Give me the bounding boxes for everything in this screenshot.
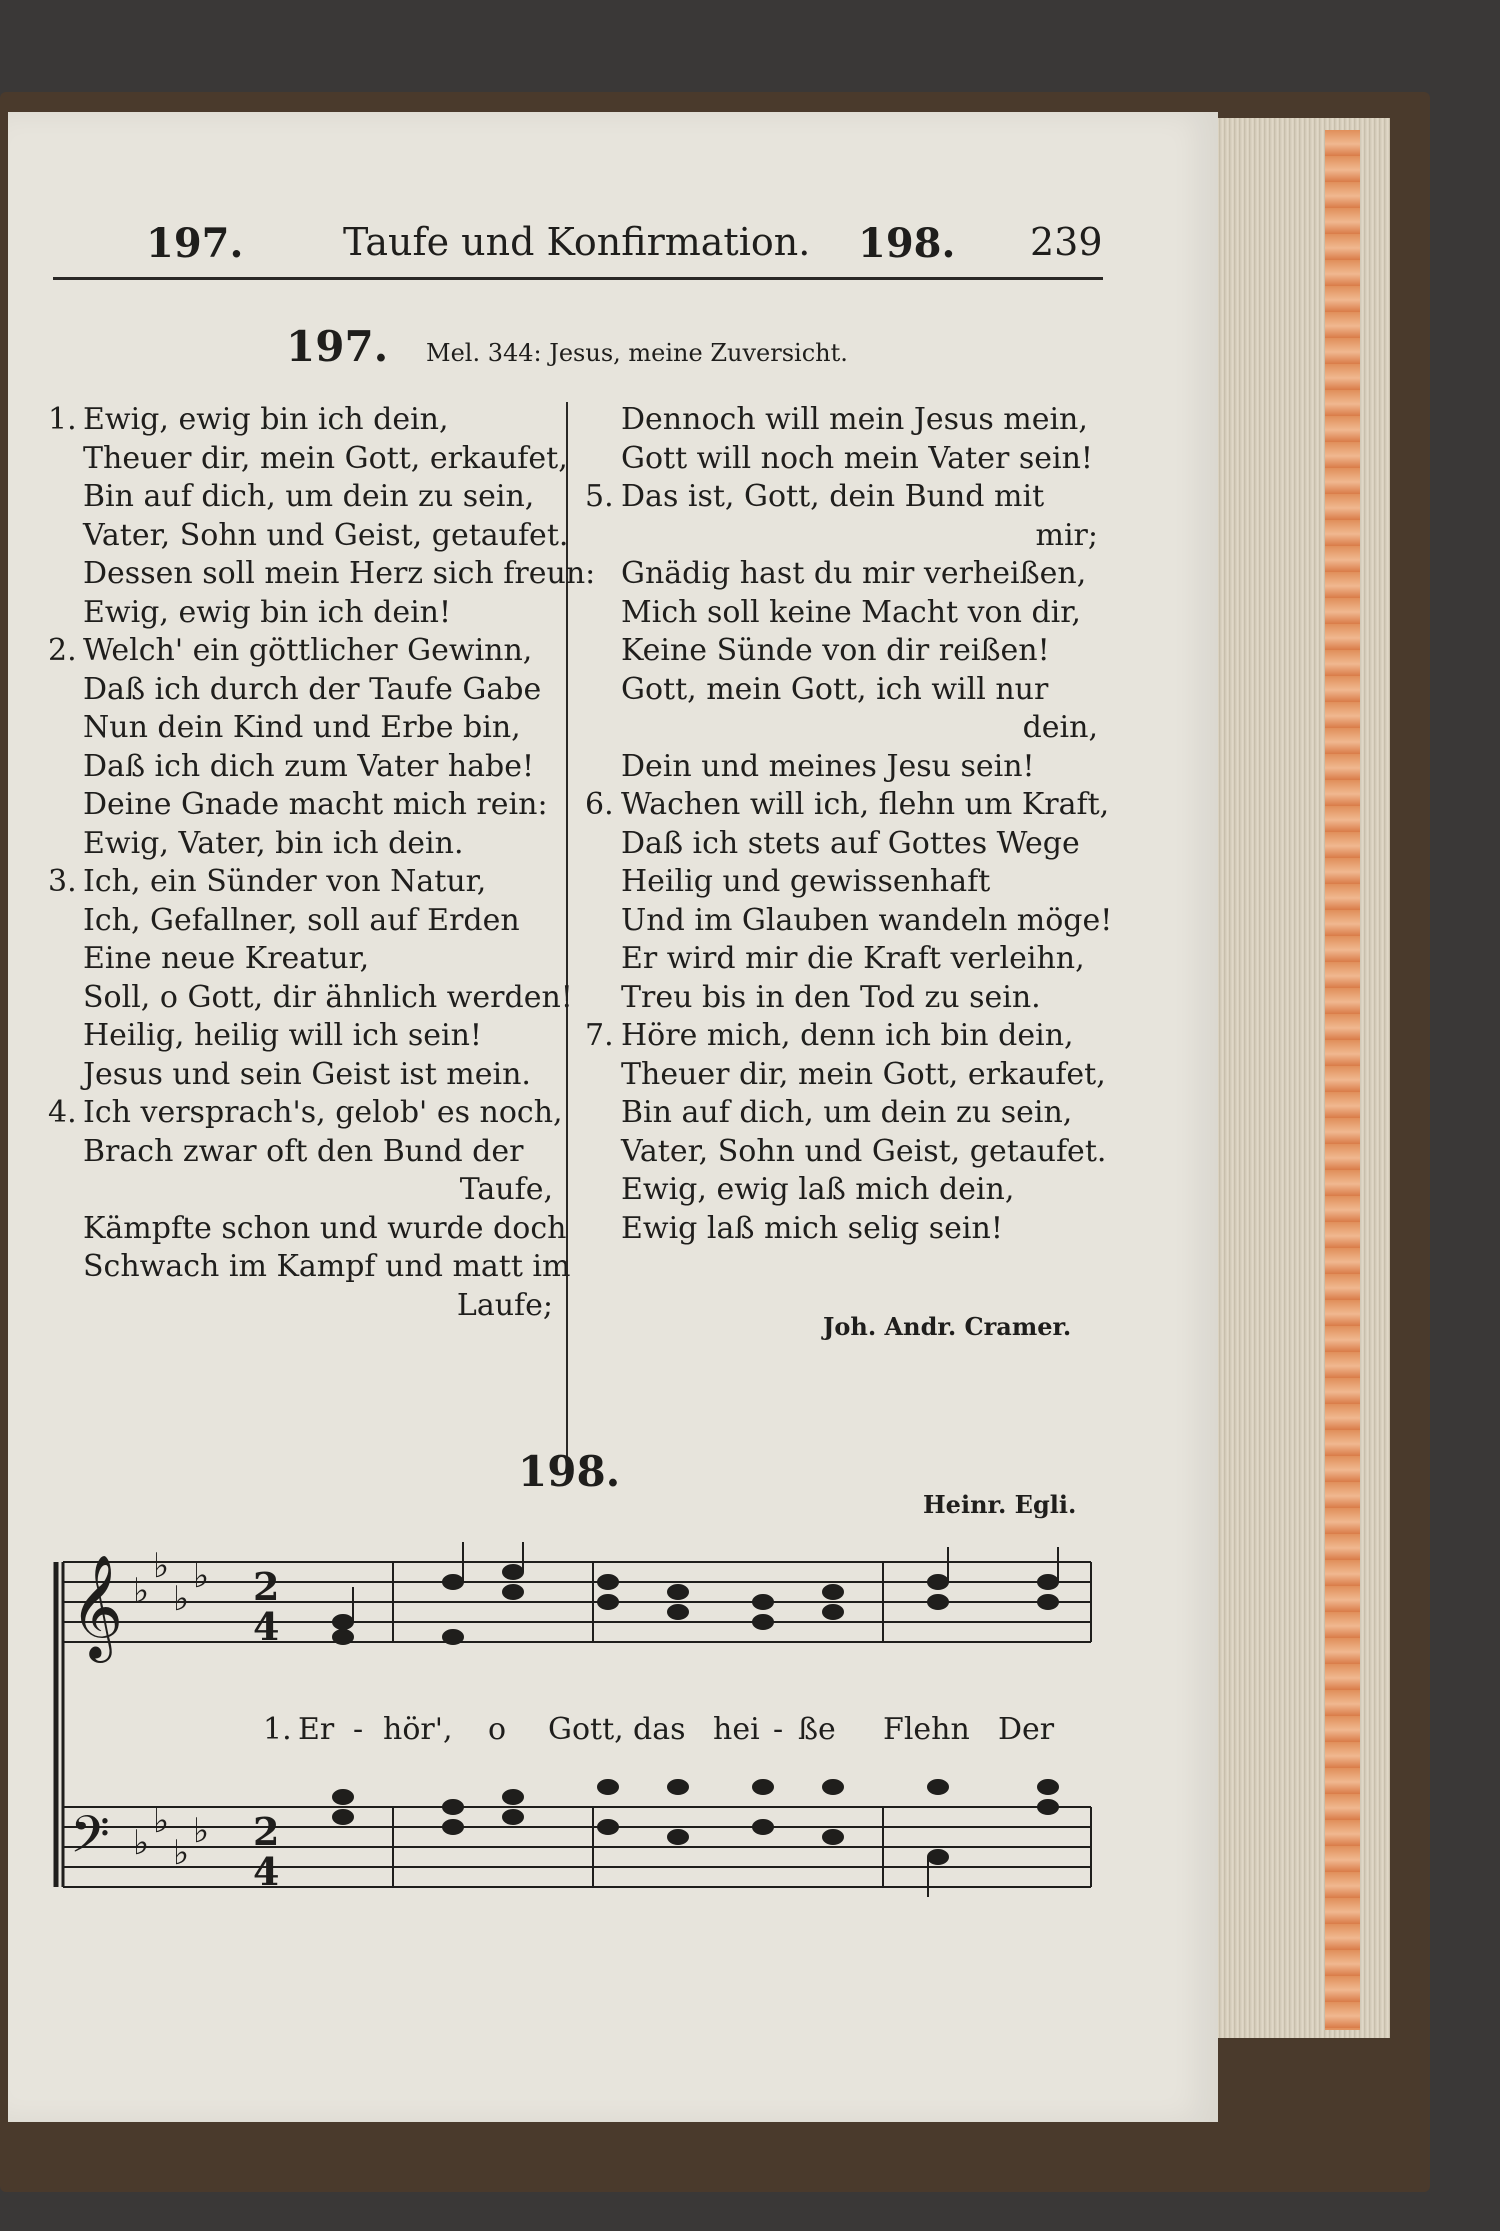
svg-text:♭: ♭ [133,1823,150,1863]
page-edges [1200,118,1390,2038]
verse-line: Welch' ein göttlicher Gewinn, [83,633,533,668]
verse-line: Wachen will ich, flehn um Kraft, [621,787,1110,822]
svg-text:♭: ♭ [193,1811,210,1851]
verse-number: 3. [48,864,77,899]
verse-line: Er wird mir die Kraft verleihn, [621,941,1085,976]
verse-line: Theuer dir, mein Gott, erkaufet, [621,1056,1106,1092]
verse-number: 2. [48,633,77,668]
verse-line: mir; [1035,517,1098,553]
verse-line: Mich soll keine Macht von dir, [621,594,1081,630]
svg-text:♭: ♭ [153,1801,170,1841]
lyric-syllable: o [488,1712,507,1747]
verse-line: Ewig, ewig laß mich dein, [621,1172,1015,1207]
verse-line: Heilig und gewissenhaft [621,864,991,899]
bass-time-sig-top: 2 [253,1809,280,1854]
header-rule [53,277,1103,280]
verse-line: Ewig, Vater, bin ich dein. [83,825,464,861]
verse-line: Ich, Gefallner, soll auf Erden [83,902,520,938]
lyric-syllable: - [773,1712,784,1747]
verse-line: Bin auf dich, um dein zu sein, [83,479,535,514]
lyric-syllable: hör', [383,1712,453,1747]
verse-line: Eine neue Kreatur, [83,941,370,976]
verse-line: Deine Gnade macht mich rein: [83,787,548,822]
bass-notes [333,1780,1058,1897]
page-number: 239 [1030,220,1103,264]
lyric-syllable: Er [298,1712,335,1747]
verse-number: 7. [585,1018,614,1053]
hymn-198-number: 198. [518,1447,621,1496]
verse-number: 4. [48,1095,77,1130]
verse-line: Bin auf dich, um dein zu sein, [621,1095,1073,1130]
verse-line: Höre mich, denn ich bin dein, [621,1018,1074,1053]
lyric-syllable: das [633,1712,686,1747]
hymn-197-melody: Mel. 344: Jesus, meine Zuversicht. [426,339,848,367]
lyric-syllable: Der [998,1712,1055,1747]
svg-text:♭: ♭ [173,1833,190,1873]
lyric-syllable: Gott, [548,1712,624,1747]
verse-line: Ewig, ewig bin ich dein! [83,594,452,630]
verse-line: Soll, o Gott, dir ähnlich werden! [83,979,573,1015]
bass-clef-icon: 𝄢 [70,1804,110,1877]
treble-notes [333,1542,1058,1644]
bass-time-sig-bottom: 4 [253,1849,280,1894]
verse-line: Gott will noch mein Vater sein! [621,440,1093,476]
verse-line: Vater, Sohn und Geist, getaufet. [83,517,569,553]
header-hymn-right: 198. [858,220,956,267]
verse-line: Schwach im Kampf und matt im [83,1249,571,1284]
verse-number: 1. [48,402,77,437]
verse-line: Kämpfte schon und wurde doch [83,1210,567,1246]
verse-line: Gnädig hast du mir verheißen, [621,556,1087,591]
book-page [8,112,1218,2122]
verse-number: 5. [585,479,614,514]
verse-line: Jesus und sein Geist ist mein. [83,1056,531,1092]
music-score [8,1542,1218,2002]
lyric-syllable: - [353,1712,364,1747]
verse-line: Heilig, heilig will ich sein! [83,1018,482,1053]
treble-clef-icon: 𝄞 [70,1554,124,1659]
hymn-198-composer: Heinr. Egli. [923,1490,1077,1519]
header-section-title: Taufe und Konfirmation. [343,220,811,264]
colored-page-edge [1325,130,1360,2030]
verse-line: Laufe; [456,1287,553,1323]
verse-line: Dennoch will mein Jesus mein, [621,402,1088,437]
verse-line: Keine Sünde von dir reißen! [621,633,1050,668]
verse-line: Das ist, Gott, dein Bund mit [621,479,1045,514]
verse-line: Daß ich stets auf Gottes Wege [621,825,1080,861]
verse-line: Ich versprach's, gelob' es noch, [83,1095,563,1130]
verse-line: Ewig laß mich selig sein! [621,1210,1003,1246]
verse-line: dein, [1022,710,1098,745]
verse-line: Ewig, ewig bin ich dein, [83,402,449,437]
verse-line: Ich, ein Sünder von Natur, [83,864,487,899]
verse-line: Brach zwar oft den Bund der [83,1133,524,1169]
verse-line: Taufe, [459,1172,553,1207]
svg-text:♭: ♭ [133,1571,150,1611]
time-sig-bottom: 4 [253,1604,280,1649]
verse-line: Dessen soll mein Herz sich freun: [83,556,596,591]
key-signature-flats-icon [133,1546,209,1873]
verse-line: Gott, mein Gott, ich will nur [621,671,1049,707]
svg-text:♭: ♭ [193,1556,210,1596]
hymn-197-number: 197. [286,322,389,371]
time-sig-top: 2 [253,1564,280,1609]
hymn-197-author: Joh. Andr. Cramer. [823,1312,1072,1341]
verse-line: Daß ich durch der Taufe Gabe [83,671,542,707]
verse-line: Dein und meines Jesu sein! [621,748,1035,784]
verse-number: 6. [585,787,614,822]
svg-text:♭: ♭ [153,1546,170,1586]
lyric-syllable: ße [798,1712,836,1747]
verse-line: Vater, Sohn und Geist, getaufet. [621,1133,1107,1169]
header-hymn-left: 197. [146,220,244,267]
lyric-syllable: Flehn [883,1712,970,1747]
verse-line: Und im Glauben wandeln möge! [621,902,1113,938]
lyric-syllable: hei [713,1712,760,1747]
lyric-syllable: 1. [263,1712,292,1747]
verse-line: Nun dein Kind und Erbe bin, [83,710,521,745]
verse-line: Daß ich dich zum Vater habe! [83,748,535,784]
svg-text:♭: ♭ [173,1579,190,1619]
verse-line: Theuer dir, mein Gott, erkaufet, [83,440,568,476]
verse-line: Treu bis in den Tod zu sein. [621,979,1041,1015]
